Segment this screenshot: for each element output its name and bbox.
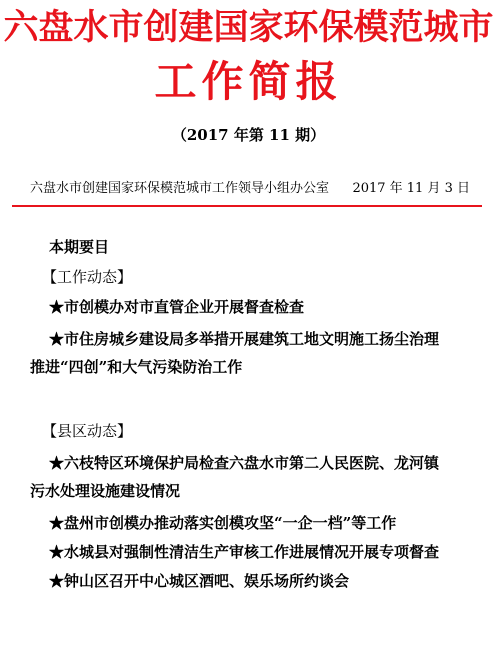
issue-date: 2017 年 11 月 3 日: [352, 181, 470, 196]
issuer-date-row: [30, 179, 470, 199]
item-text-continued: 推进“四创”和大气污染防治工作: [30, 358, 243, 376]
bulletin-title-line1: 六盘水市创建国家环保模范城市: [3, 7, 494, 48]
summary-heading: 本期要目: [49, 238, 110, 256]
issuing-office: 六盘水市创建国家环保模范城市工作领导小组办公室: [30, 181, 330, 196]
item-text: ★水城县对强制性清洁生产审核工作进展情况开展专项督查: [49, 543, 440, 561]
county-dynamics-heading: 【县区动态】: [42, 422, 133, 440]
issue-number: （2017 年第 11 期）: [171, 126, 326, 144]
item-text: ★市创模办对市直管企业开展督查检查: [49, 298, 305, 316]
item-text: ★市住房城乡建设局多举措开展建筑工地文明施工扬尘治理: [49, 330, 440, 348]
work-dynamics-heading: 【工作动态】: [42, 268, 133, 286]
item-text: ★六枝特区环境保护局检查六盘水市第二人民医院、龙河镇: [49, 454, 440, 472]
item-text-continued: 污水处理设施建设情况: [30, 482, 181, 500]
bulletin-title-line2: 工作简报: [154, 57, 343, 106]
item-text: ★钟山区召开中心城区酒吧、娱乐场所约谈会: [49, 572, 350, 590]
red-divider-line: [12, 205, 482, 207]
item-text: ★盘州市创模办推动落实创模攻坚“一企一档”等工作: [49, 514, 397, 532]
